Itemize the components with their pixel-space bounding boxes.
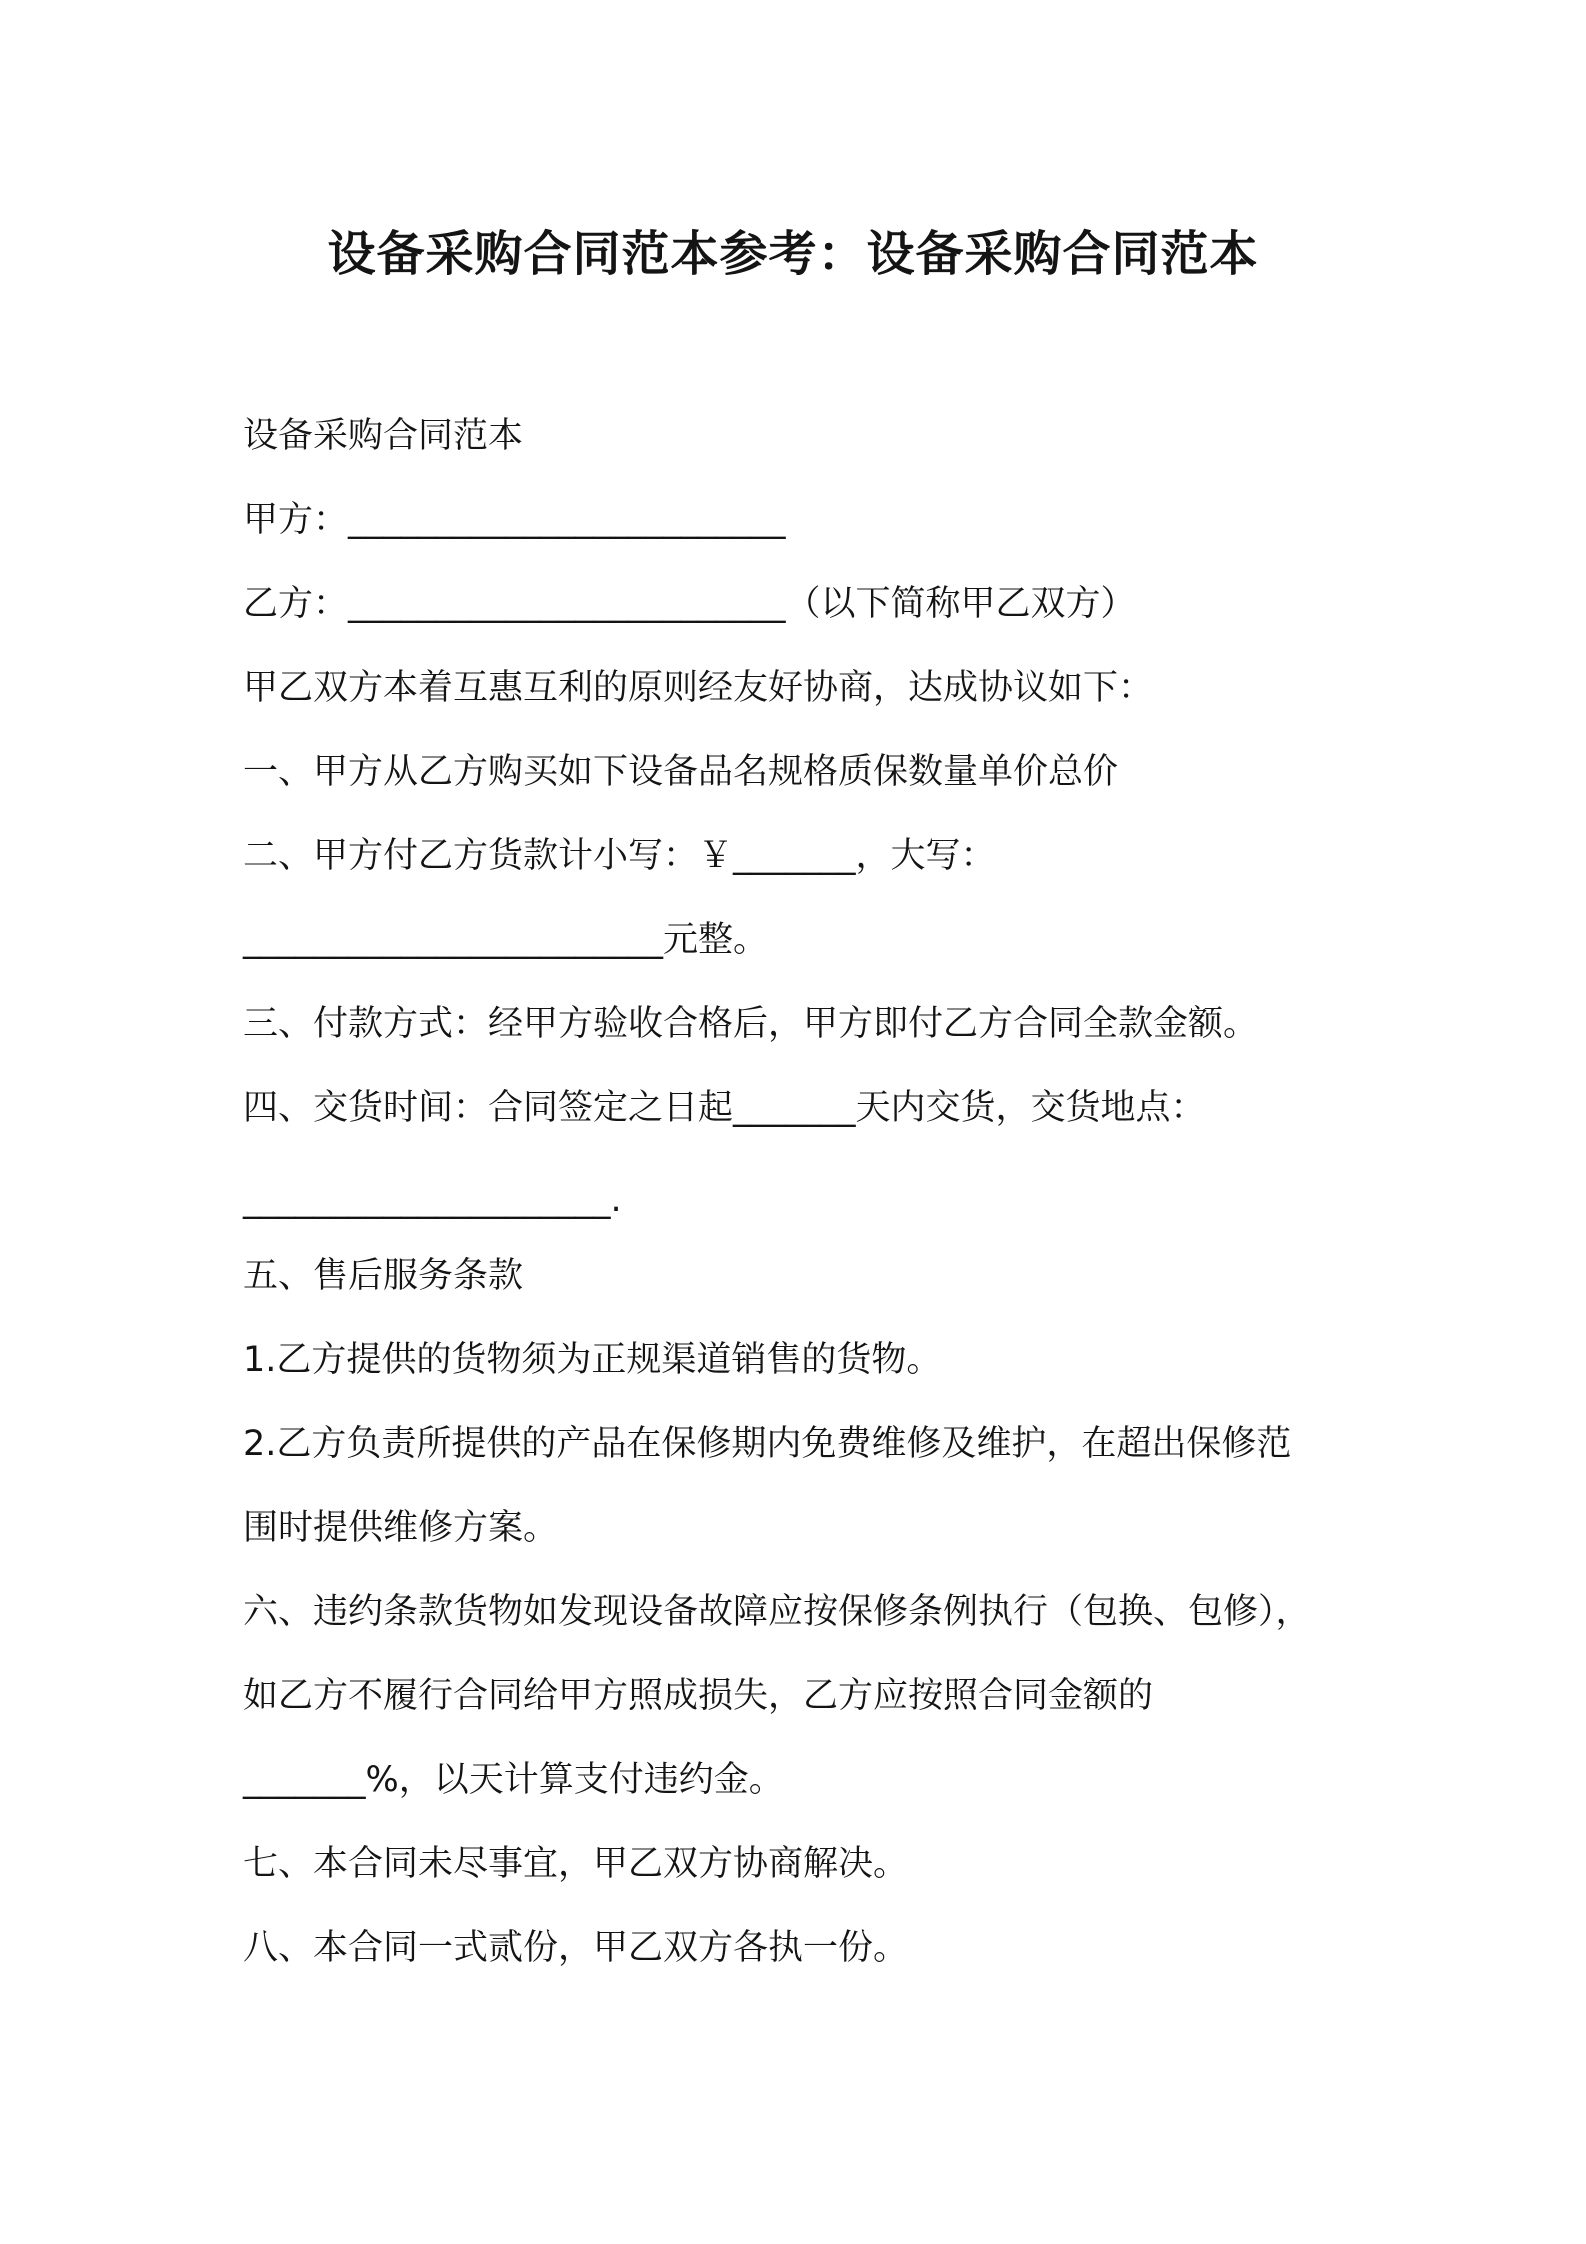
clause-4-continued: _____________________. [243, 1180, 622, 1220]
clause-5-heading: 五、售后服务条款 [243, 1256, 524, 1296]
clause-5-item-1: 1.乙方提供的货物须为正规渠道销售的货物。 [243, 1340, 942, 1380]
clause-5-item-2-continued: 围时提供维修方案。 [243, 1508, 559, 1548]
clause-7: 七、本合同未尽事宜，甲乙双方协商解决。 [243, 1844, 909, 1884]
clause-2-continued: ________________________元整。 [243, 920, 769, 960]
party-a-line: 甲方：_________________________ [243, 500, 786, 540]
clause-1: 一、甲方从乙方购买如下设备品名规格质保数量单价总价 [243, 752, 1119, 792]
clause-8: 八、本合同一式贰份，甲乙双方各执一份。 [243, 1928, 909, 1968]
contract-heading: 设备采购合同范本 [243, 416, 524, 456]
preamble-line: 甲乙双方本着互惠互利的原则经友好协商，达成协议如下： [243, 668, 1154, 708]
clause-5-item-2: 2.乙方负责所提供的产品在保修期内免费维修及维护，在超出保修范 [243, 1424, 1292, 1464]
clause-2: 二、甲方付乙方货款计小写：￥_______，大写： [243, 836, 996, 876]
party-b-line: 乙方：_________________________（以下简称甲乙双方） [243, 584, 1136, 624]
document-title: 设备采购合同范本参考：设备采购合同范本 [327, 226, 1259, 282]
clause-3: 三、付款方式：经甲方验收合格后，甲方即付乙方合同全款金额。 [243, 1004, 1259, 1044]
clause-6: 六、违约条款货物如发现设备故障应按保修条例执行（包换、包修）， [243, 1592, 1311, 1632]
clause-6-continued: 如乙方不履行合同给甲方照成损失，乙方应按照合同金额的 [243, 1676, 1154, 1716]
clause-6-penalty: _______%，以天计算支付违约金。 [243, 1760, 784, 1800]
clause-4: 四、交货时间：合同签定之日起_______天内交货，交货地点： [243, 1088, 1206, 1128]
